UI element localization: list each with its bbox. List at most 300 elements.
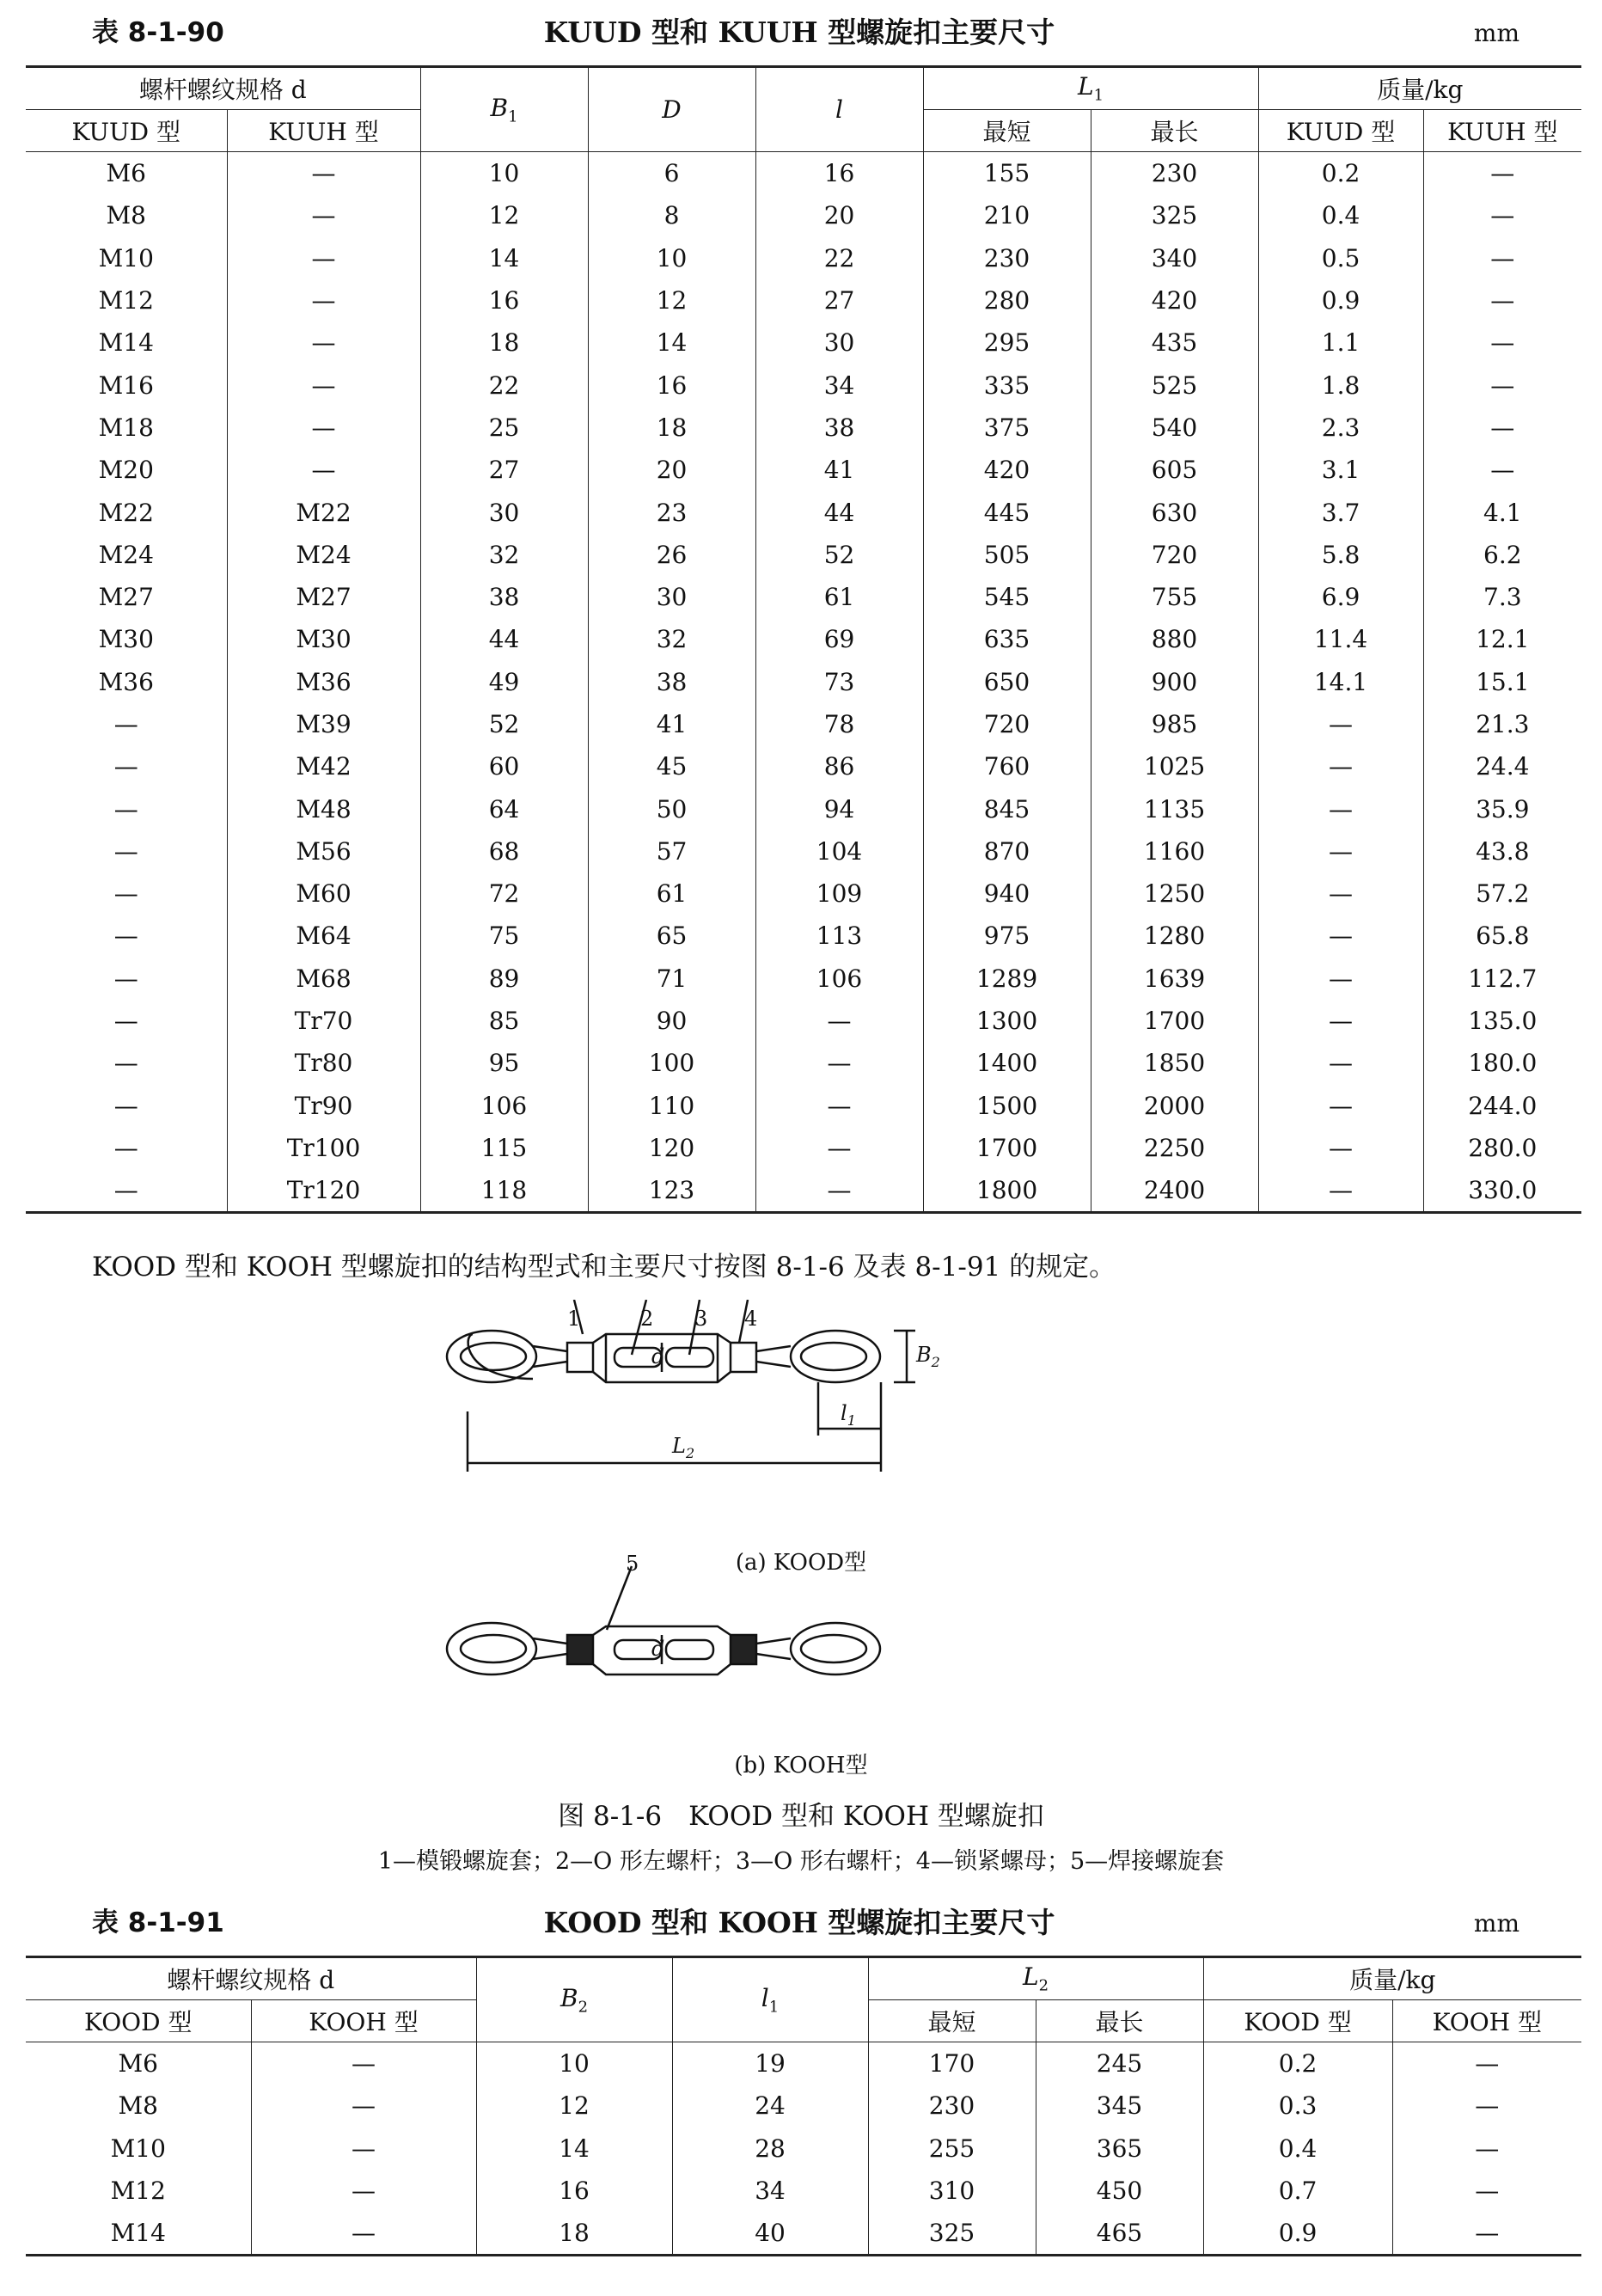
table-cell: 38 (588, 661, 755, 703)
table-cell: 230 (868, 2085, 1036, 2127)
table-row (26, 2212, 1581, 2256)
table-cell: 12.1 (1423, 618, 1581, 660)
table2-unit: mm (1473, 1909, 1519, 1938)
table-cell: 1025 (1091, 745, 1258, 787)
table-cell: 295 (923, 321, 1091, 364)
table-cell: M60 (227, 872, 420, 915)
table-cell: 12 (476, 2085, 672, 2127)
table-row (26, 194, 1581, 236)
table-cell: 1300 (923, 1000, 1091, 1042)
table-cell: 0.7 (1203, 2170, 1392, 2212)
t2-b2-header: $B_2$ (476, 1957, 672, 2042)
table1-unit: mm (1473, 19, 1519, 47)
table-cell: 310 (868, 2170, 1036, 2212)
table-cell: 73 (755, 661, 923, 703)
kood-right-eye-inner (801, 1343, 866, 1370)
table-cell: 32 (588, 618, 755, 660)
table-cell: 1.8 (1258, 364, 1423, 406)
table-cell: 540 (1091, 407, 1258, 449)
table-cell: — (26, 703, 227, 745)
table-cell: 85 (420, 1000, 588, 1042)
table-cell: 43.8 (1423, 830, 1581, 872)
table-row (26, 787, 1581, 830)
table-cell: 57.2 (1423, 872, 1581, 915)
table-cell: 61 (588, 872, 755, 915)
table-cell: — (26, 830, 227, 872)
table-cell: 445 (923, 491, 1091, 533)
t1-mass-header: 质量/kg (1258, 67, 1581, 110)
table-cell: — (755, 1127, 923, 1169)
t1-mass-kuud-header: KUUD 型 (1258, 110, 1423, 152)
t1-l-header: l (755, 67, 923, 152)
table-cell: 16 (588, 364, 755, 406)
table-cell: 900 (1091, 661, 1258, 703)
kooh-right-weld (731, 1635, 756, 1664)
t2-l1-header: $l_1$ (672, 1957, 868, 2042)
table-cell: 155 (923, 152, 1091, 195)
table-cell: — (1423, 321, 1581, 364)
table2-caption (0, 1890, 1602, 1942)
table-cell: 11.4 (1258, 618, 1423, 660)
table-cell: 30 (588, 576, 755, 618)
kooh-left-eye-inner (461, 1635, 526, 1662)
table-cell: 34 (672, 2170, 868, 2212)
table-cell: — (1392, 2170, 1581, 2212)
table-row (26, 958, 1581, 1000)
table-cell: 1280 (1091, 915, 1258, 957)
table-cell: 3.1 (1258, 449, 1423, 491)
table-cell: — (755, 1000, 923, 1042)
t1-longest-header: 最长 (1091, 110, 1258, 152)
table-cell: 180.0 (1423, 1042, 1581, 1084)
figure-legend: 1—模锻螺旋套；2—O 形左螺杆；3—O 形右螺杆；4—锁紧螺母；5—焊接螺旋套 (377, 1848, 1225, 1875)
table-cell: 71 (588, 958, 755, 1000)
table-cell: M39 (227, 703, 420, 745)
table-cell: 18 (476, 2212, 672, 2256)
table-cell: M27 (227, 576, 420, 618)
t1-mass-kuuh-header: KUUH 型 (1423, 110, 1581, 152)
kooh-right-neck (756, 1638, 791, 1659)
table-cell: 8 (588, 194, 755, 236)
table-cell: 0.2 (1258, 152, 1423, 195)
table-cell: — (1258, 1042, 1423, 1084)
table1-caption (0, 0, 1602, 52)
table-cell: 89 (420, 958, 588, 1000)
table-cell: 14.1 (1258, 661, 1423, 703)
table-cell: 94 (755, 787, 923, 830)
table-cell: — (1258, 915, 1423, 957)
table1-body (26, 152, 1581, 1213)
table-row (26, 745, 1581, 787)
table1-title: KUUD 型和 KUUH 型螺旋扣主要尺寸 (543, 15, 1055, 49)
table1 (26, 65, 1581, 1214)
table-cell: 60 (420, 745, 588, 787)
table-cell: 340 (1091, 237, 1258, 279)
table-cell: 95 (420, 1042, 588, 1084)
table-cell: M10 (26, 2128, 251, 2170)
table-cell: 27 (420, 449, 588, 491)
table-cell: M24 (227, 534, 420, 576)
table-cell: — (26, 1127, 227, 1169)
table-cell: 1800 (923, 1169, 1091, 1213)
table-cell: — (755, 1169, 923, 1213)
table-cell: 30 (420, 491, 588, 533)
table-cell: 1639 (1091, 958, 1258, 1000)
table-cell: 112.7 (1423, 958, 1581, 1000)
table-cell: 244.0 (1423, 1085, 1581, 1127)
table-cell: 605 (1091, 449, 1258, 491)
t1-b1-header: $B_1$ (420, 67, 588, 152)
table-cell: — (1392, 2212, 1581, 2256)
table-cell: 64 (420, 787, 588, 830)
table-row (26, 491, 1581, 533)
table-row (26, 2170, 1581, 2212)
table-cell: 24.4 (1423, 745, 1581, 787)
table-row (26, 534, 1581, 576)
table-cell: 1135 (1091, 787, 1258, 830)
table-cell: M14 (26, 321, 227, 364)
table-cell: 6.2 (1423, 534, 1581, 576)
table-cell: 61 (755, 576, 923, 618)
table-cell: 16 (420, 279, 588, 321)
table-cell: M10 (26, 237, 227, 279)
table-cell: — (26, 787, 227, 830)
table-cell: — (227, 407, 420, 449)
table-cell: — (251, 2085, 476, 2127)
table-cell: 635 (923, 618, 1091, 660)
table2-number: 表 8-1-91 (92, 1907, 224, 1938)
table-cell: — (1258, 787, 1423, 830)
table-cell: 2000 (1091, 1085, 1258, 1127)
table-cell: M8 (26, 194, 227, 236)
table-cell: 14 (420, 237, 588, 279)
table-cell: 1500 (923, 1085, 1091, 1127)
t2-thread-group-header: 螺杆螺纹规格 d (26, 1957, 476, 2000)
t1-L1-header: $L_1$ (923, 67, 1258, 110)
table-cell: 280.0 (1423, 1127, 1581, 1169)
table-cell: 465 (1036, 2212, 1203, 2256)
table-cell: — (1392, 2085, 1581, 2127)
table-row (26, 152, 1581, 195)
table-cell: 52 (755, 534, 923, 576)
table-cell: 325 (868, 2212, 1036, 2256)
table2 (26, 1956, 1581, 2256)
t2-mass-kooh-header: KOOH 型 (1392, 2000, 1581, 2042)
table-cell: 22 (420, 364, 588, 406)
kood-L2-label: $L_2$ (672, 1434, 695, 1461)
table-cell: 985 (1091, 703, 1258, 745)
table-cell: — (227, 237, 420, 279)
table-cell: 90 (588, 1000, 755, 1042)
table-cell: — (251, 2128, 476, 2170)
table-cell: 34 (755, 364, 923, 406)
table-cell: M12 (26, 2170, 251, 2212)
kood-d-label: d (651, 1344, 665, 1368)
table-cell: 3.7 (1258, 491, 1423, 533)
table-cell: M14 (26, 2212, 251, 2256)
table-row (26, 915, 1581, 957)
table-cell: 1.1 (1258, 321, 1423, 364)
table-cell: — (26, 872, 227, 915)
table-cell: 650 (923, 661, 1091, 703)
table-cell: — (26, 1085, 227, 1127)
table-cell: 41 (755, 449, 923, 491)
table-cell: 12 (588, 279, 755, 321)
table-cell: 27 (755, 279, 923, 321)
kood-left-eye-outer-top (468, 1334, 533, 1379)
table-cell: 870 (923, 830, 1091, 872)
table-cell: M36 (227, 661, 420, 703)
figure-8-1-6 (430, 1300, 1169, 1750)
table-cell: 14 (476, 2128, 672, 2170)
table-cell: 38 (755, 407, 923, 449)
table-cell: 2.3 (1258, 407, 1423, 449)
table-cell: — (755, 1042, 923, 1084)
table2-body (26, 2042, 1581, 2256)
table-cell: 0.4 (1258, 194, 1423, 236)
table-cell: 109 (755, 872, 923, 915)
table-cell: 335 (923, 364, 1091, 406)
table-cell: M27 (26, 576, 227, 618)
table-cell: 1700 (923, 1127, 1091, 1169)
table-cell: 545 (923, 576, 1091, 618)
table-cell: 1289 (923, 958, 1091, 1000)
table-cell: 230 (923, 237, 1091, 279)
kooh-right-eye-inner (801, 1635, 866, 1662)
table-cell: 10 (476, 2042, 672, 2085)
t2-shortest-header: 最短 (868, 2000, 1036, 2042)
table-cell: 106 (755, 958, 923, 1000)
table-cell: 113 (755, 915, 923, 957)
table-cell: 760 (923, 745, 1091, 787)
table-cell: M8 (26, 2085, 251, 2127)
table-cell: 845 (923, 787, 1091, 830)
table-cell: M24 (26, 534, 227, 576)
t2-kooh-header: KOOH 型 (251, 2000, 476, 2042)
table-cell: 26 (588, 534, 755, 576)
table-cell: — (227, 364, 420, 406)
table-cell: 78 (755, 703, 923, 745)
table-cell: 940 (923, 872, 1091, 915)
table-cell: 44 (420, 618, 588, 660)
table-row (26, 576, 1581, 618)
body-paragraph: KOOD 型和 KOOH 型螺旋扣的结构型式和主要尺寸按图 8-1-6 及表 8-1-91 的规定。 (92, 1252, 1116, 1283)
figure-caption-b: (b) KOOH型 (734, 1753, 868, 1779)
table-cell: M68 (227, 958, 420, 1000)
t2-L2-header: $L_2$ (868, 1957, 1203, 2000)
callout-4: 4 (744, 1307, 758, 1331)
table-cell: 65.8 (1423, 915, 1581, 957)
table-row (26, 449, 1581, 491)
table-cell: 525 (1091, 364, 1258, 406)
kooh-d-label: d (651, 1637, 665, 1661)
table-cell: 1850 (1091, 1042, 1258, 1084)
table-cell: 68 (420, 830, 588, 872)
table-cell: 1400 (923, 1042, 1091, 1084)
table-cell: 245 (1036, 2042, 1203, 2085)
table-cell: Tr80 (227, 1042, 420, 1084)
table-cell: — (26, 958, 227, 1000)
table-cell: 20 (755, 194, 923, 236)
table-cell: 28 (672, 2128, 868, 2170)
table-cell: 6 (588, 152, 755, 195)
kood-left-neck (533, 1346, 567, 1367)
table-row (26, 872, 1581, 915)
table-row (26, 364, 1581, 406)
table-cell: 330.0 (1423, 1169, 1581, 1213)
table-cell: 57 (588, 830, 755, 872)
table-cell: — (755, 1085, 923, 1127)
table-cell: Tr70 (227, 1000, 420, 1042)
t1-kuud-header: KUUD 型 (26, 110, 227, 152)
table-row (26, 618, 1581, 660)
table-cell: — (1392, 2042, 1581, 2085)
table-cell: — (1258, 745, 1423, 787)
table-cell: 755 (1091, 576, 1258, 618)
table-cell: 505 (923, 534, 1091, 576)
table-row (26, 237, 1581, 279)
table-cell: 35.9 (1423, 787, 1581, 830)
table-cell: 1160 (1091, 830, 1258, 872)
t1-thread-group-header: 螺杆螺纹规格 d (26, 67, 420, 110)
table-cell: — (1258, 958, 1423, 1000)
table-row (26, 661, 1581, 703)
table-cell: 0.2 (1203, 2042, 1392, 2085)
table-cell: 72 (420, 872, 588, 915)
table-cell: — (26, 915, 227, 957)
table-cell: M42 (227, 745, 420, 787)
table-cell: 2400 (1091, 1169, 1258, 1213)
table-cell: 325 (1091, 194, 1258, 236)
table-cell: — (251, 2170, 476, 2212)
table-cell: 86 (755, 745, 923, 787)
table-cell: — (1258, 703, 1423, 745)
table-cell: 210 (923, 194, 1091, 236)
kood-B2-label: $B_2$ (916, 1343, 940, 1370)
table-cell: — (251, 2212, 476, 2256)
table-cell: — (251, 2042, 476, 2085)
table-cell: — (1258, 830, 1423, 872)
kood-left-eye-inner (461, 1343, 526, 1370)
table-cell: — (26, 1042, 227, 1084)
table-cell: 50 (588, 787, 755, 830)
table-row (26, 1042, 1581, 1084)
table-row (26, 1169, 1581, 1213)
table-cell: — (1258, 1169, 1423, 1213)
callout-1: 1 (567, 1307, 581, 1331)
table-cell: 49 (420, 661, 588, 703)
table-cell: 135.0 (1423, 1000, 1581, 1042)
table-cell: 255 (868, 2128, 1036, 2170)
table-cell: M16 (26, 364, 227, 406)
table-cell: 30 (755, 321, 923, 364)
table-cell: 104 (755, 830, 923, 872)
table-cell: — (26, 1169, 227, 1213)
table-cell: 10 (420, 152, 588, 195)
table-row (26, 2085, 1581, 2127)
table-cell: 19 (672, 2042, 868, 2085)
table-cell: 435 (1091, 321, 1258, 364)
table-cell: 0.4 (1203, 2128, 1392, 2170)
table-cell: 110 (588, 1085, 755, 1127)
kood-left-nut (567, 1343, 593, 1372)
table-cell: 21.3 (1423, 703, 1581, 745)
table-cell: 123 (588, 1169, 755, 1213)
table-cell: Tr90 (227, 1085, 420, 1127)
callout-2: 2 (640, 1307, 654, 1331)
table-cell: M56 (227, 830, 420, 872)
table-cell: M22 (227, 491, 420, 533)
table-cell: Tr100 (227, 1127, 420, 1169)
table-cell: M12 (26, 279, 227, 321)
callout-3: 3 (694, 1307, 708, 1331)
callout-5: 5 (626, 1552, 639, 1576)
table-cell: — (227, 449, 420, 491)
table2-title: KOOD 型和 KOOH 型螺旋扣主要尺寸 (543, 1906, 1055, 1939)
table-cell: 375 (923, 407, 1091, 449)
t2-kood-header: KOOD 型 (26, 2000, 251, 2042)
table-cell: 65 (588, 915, 755, 957)
kooh-left-weld (567, 1635, 593, 1664)
table-cell: — (227, 152, 420, 195)
table-cell: 170 (868, 2042, 1036, 2085)
table-cell: 630 (1091, 491, 1258, 533)
turnbuckle-drawing (430, 1300, 1169, 1747)
table-cell: 4.1 (1423, 491, 1581, 533)
kood-right-neck (756, 1346, 791, 1367)
table-row (26, 321, 1581, 364)
table-cell: 975 (923, 915, 1091, 957)
table-cell: 16 (755, 152, 923, 195)
table-cell: — (1392, 2128, 1581, 2170)
table-cell: — (1423, 364, 1581, 406)
table-cell: 420 (1091, 279, 1258, 321)
table-cell: 18 (588, 407, 755, 449)
table-cell: 75 (420, 915, 588, 957)
table-cell: 52 (420, 703, 588, 745)
kooh-left-neck (533, 1638, 567, 1659)
table-cell: 720 (923, 703, 1091, 745)
table-cell: 12 (420, 194, 588, 236)
t2-mass-header: 质量/kg (1203, 1957, 1581, 2000)
table-cell: M22 (26, 491, 227, 533)
table-cell: 1250 (1091, 872, 1258, 915)
figure-caption-a: (a) KOOD型 (735, 1550, 867, 1576)
table-cell: — (1423, 194, 1581, 236)
table-cell: 0.5 (1258, 237, 1423, 279)
table-cell: — (1423, 279, 1581, 321)
table-cell: 280 (923, 279, 1091, 321)
table-row (26, 2128, 1581, 2170)
table-row (26, 1127, 1581, 1169)
kood-l1-label: $l_1$ (841, 1401, 856, 1429)
table-cell: — (1258, 872, 1423, 915)
table-cell: 7.3 (1423, 576, 1581, 618)
table-cell: M30 (227, 618, 420, 660)
table-cell: 880 (1091, 618, 1258, 660)
table-cell: 106 (420, 1085, 588, 1127)
table-row (26, 703, 1581, 745)
t1-kuuh-header: KUUH 型 (227, 110, 420, 152)
table-cell: — (1423, 237, 1581, 279)
table-cell: 100 (588, 1042, 755, 1084)
table-cell: 115 (420, 1127, 588, 1169)
table-cell: M64 (227, 915, 420, 957)
table-row (26, 1000, 1581, 1042)
table-cell: 22 (755, 237, 923, 279)
table-cell: 45 (588, 745, 755, 787)
table-cell: 23 (588, 491, 755, 533)
